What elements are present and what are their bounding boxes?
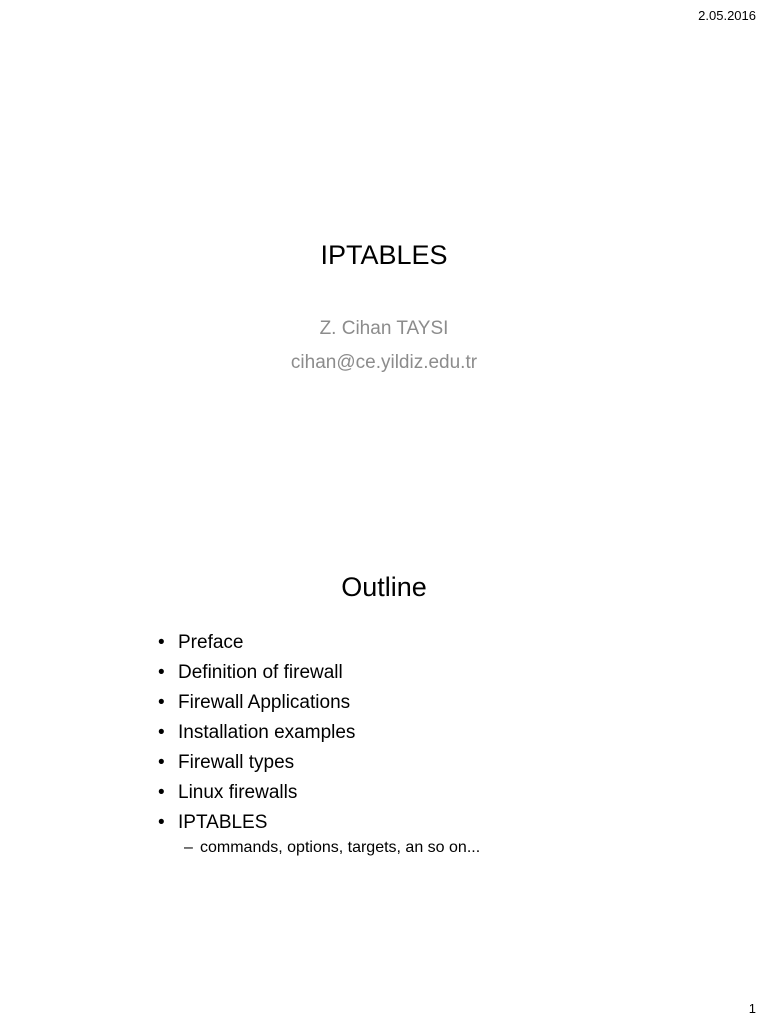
list-item [158,722,480,752]
bullet-icon: • [158,632,165,653]
list-item-label: Firewall types [178,752,295,773]
page-date: 2.05.2016 [698,8,756,23]
sub-list-item [158,839,480,863]
sub-list-item-label: commands, options, targets, an so on... [200,839,481,856]
author-name: Z. Cihan TAYSI [319,318,449,339]
list-item-label: Definition of firewall [178,662,343,683]
bullet-icon: • [158,662,165,683]
bullet-icon: • [158,692,165,713]
list-item-label: Firewall Applications [178,692,351,713]
list-item [158,812,480,842]
outline-slide [0,512,768,1024]
list-item [158,752,480,782]
author-email: cihan@ce.yildiz.edu.tr [290,352,478,373]
list-item [158,692,480,722]
list-item-label: Installation examples [178,722,356,743]
dash-icon: – [184,839,193,856]
outline-list [158,632,480,863]
list-item-label: IPTABLES [178,812,268,833]
page-number: 1 [748,1001,756,1016]
slide-title: IPTABLES [320,240,448,270]
bullet-icon: • [158,812,165,833]
list-item [158,662,480,692]
list-item [158,782,480,812]
list-item-label: Preface [178,632,244,653]
outline-title: Outline [341,572,427,602]
list-item-label: Linux firewalls [178,782,298,803]
bullet-icon: • [158,782,165,803]
list-item [158,632,480,662]
bullet-icon: • [158,722,165,743]
bullet-icon: • [158,752,165,773]
